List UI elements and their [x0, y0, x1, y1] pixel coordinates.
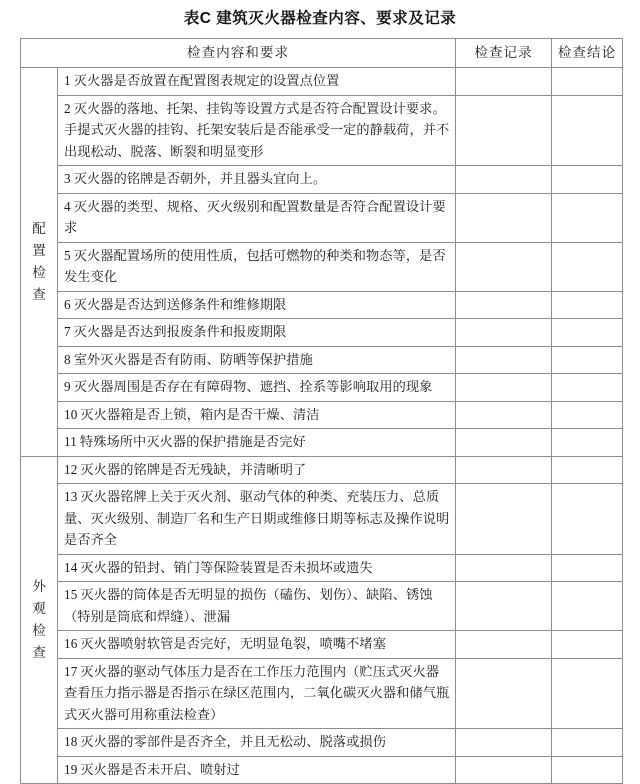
column-header-content: 检查内容和要求	[21, 39, 456, 68]
item-number: 1	[64, 73, 71, 88]
conclusion-cell-6[interactable]	[552, 291, 623, 319]
inspection-item-14	[58, 554, 456, 582]
conclusion-cell-10[interactable]	[552, 401, 623, 429]
group-label-char: 配	[32, 220, 46, 236]
record-cell-11[interactable]	[456, 429, 552, 457]
inspection-item-10	[58, 401, 456, 429]
item-text: 室外灭火器是否有防雨、防晒等保护措施	[73, 351, 313, 367]
record-cell-16[interactable]	[456, 631, 552, 659]
item-number: 11	[64, 434, 77, 449]
record-cell-12[interactable]	[456, 456, 552, 484]
record-cell-17[interactable]	[456, 658, 552, 729]
record-cell-8[interactable]	[456, 346, 552, 374]
conclusion-cell-17[interactable]	[552, 658, 623, 729]
item-number: 10	[64, 406, 78, 422]
conclusion-cell-18[interactable]	[552, 729, 623, 757]
item-text: 灭火器铭牌上关于灭火剂、驱动气体的种类、充装压力、总质量、灭火级别、制造厂名和生产日期或维修日期等标志及操作说明是否齐全	[64, 489, 450, 547]
conclusion-cell-19[interactable]	[552, 756, 623, 784]
item-number: 7	[64, 324, 71, 339]
table-row	[21, 242, 623, 291]
table-row	[21, 68, 623, 96]
table-body	[21, 39, 623, 784]
inspection-item-18	[58, 729, 456, 757]
group-label-char: 查	[32, 286, 46, 302]
item-number: 3	[64, 171, 71, 186]
item-number: 17	[64, 663, 78, 679]
conclusion-cell-9[interactable]	[552, 374, 623, 402]
table-row	[21, 166, 623, 194]
record-cell-6[interactable]	[456, 291, 552, 319]
record-cell-15[interactable]	[456, 582, 552, 631]
conclusion-cell-13[interactable]	[552, 484, 623, 555]
item-number: 15	[64, 587, 78, 602]
record-cell-2[interactable]	[456, 95, 552, 166]
conclusion-cell-3[interactable]	[552, 166, 623, 194]
inspection-table	[20, 38, 623, 784]
inspection-item-3	[58, 166, 456, 194]
item-text: 灭火器的铭牌是否无残缺，并清晰明了	[80, 461, 307, 477]
item-text: 灭火器的类型、规格、灭火级别和配置数量是否符合配置设计要求	[64, 198, 446, 235]
item-text: 灭火器的铅封、销门等保险装置是否未损坏或遗失	[80, 559, 373, 575]
conclusion-cell-7[interactable]	[552, 319, 623, 347]
record-cell-13[interactable]	[456, 484, 552, 555]
conclusion-cell-4[interactable]	[552, 193, 623, 242]
inspection-item-13	[58, 484, 456, 555]
item-number: 12	[64, 461, 78, 477]
record-cell-3[interactable]	[456, 166, 552, 194]
item-number: 16	[64, 636, 78, 651]
inspection-item-7	[58, 319, 456, 347]
item-number: 8	[64, 351, 71, 367]
item-number: 18	[64, 734, 78, 749]
table-row	[21, 401, 623, 429]
group-label-1	[21, 68, 58, 457]
inspection-item-11	[58, 429, 456, 457]
group-label-char: 外	[32, 578, 46, 594]
page-title: 表C 建筑灭火器检查内容、要求及记录	[183, 10, 457, 27]
inspection-item-4	[58, 193, 456, 242]
table-row	[21, 346, 623, 374]
inspection-item-15	[58, 582, 456, 631]
item-text: 灭火器的零部件是否齐全，并且无松动、脱落或损伤	[80, 734, 387, 749]
table-row	[21, 554, 623, 582]
item-number: 2	[64, 100, 71, 116]
item-text: 灭火器的铭牌是否朝外，并且器头宜向上。	[73, 171, 327, 186]
item-number: 9	[64, 379, 71, 394]
group-label-char: 查	[32, 644, 46, 660]
group-label-char: 检	[32, 264, 46, 280]
table-row	[21, 631, 623, 659]
record-cell-18[interactable]	[456, 729, 552, 757]
inspection-item-8	[58, 346, 456, 374]
item-text: 灭火器是否放置在配置图表规定的设置点位置	[73, 73, 340, 88]
table-row	[21, 729, 623, 757]
table-header-row	[21, 39, 623, 68]
conclusion-cell-1[interactable]	[552, 68, 623, 96]
item-text: 灭火器的落地、托架、挂钩等设置方式是否符合配置设计要求。手提式灭火器的挂钩、托架安装后是否能承受一定的静载荷，并不出现松动、脱落、断裂和明显变形	[64, 100, 450, 159]
inspection-item-2	[58, 95, 456, 166]
group-label-char: 检	[32, 622, 46, 638]
inspection-item-9	[58, 374, 456, 402]
item-number: 5	[64, 247, 71, 263]
table-row	[21, 193, 623, 242]
conclusion-cell-15[interactable]	[552, 582, 623, 631]
table-row	[21, 429, 623, 457]
item-number: 13	[64, 489, 78, 504]
item-number: 6	[64, 296, 71, 312]
table-row	[21, 291, 623, 319]
group-label-char: 观	[32, 600, 46, 616]
group-label-char: 置	[32, 242, 46, 258]
record-cell-1[interactable]	[456, 68, 552, 96]
column-header-record: 检查记录	[456, 39, 552, 68]
table-row	[21, 756, 623, 784]
inspection-item-5	[58, 242, 456, 291]
item-text: 灭火器是否未开启、喷射过	[80, 761, 240, 777]
record-cell-19[interactable]	[456, 756, 552, 784]
record-cell-9[interactable]	[456, 374, 552, 402]
item-number: 4	[64, 198, 71, 214]
table-row	[21, 374, 623, 402]
table-row	[21, 95, 623, 166]
inspection-item-6	[58, 291, 456, 319]
table-row	[21, 484, 623, 555]
item-text: 灭火器的筒体是否无明显的损伤（磕伤、划伤）、缺陷、锈蚀（特别是筒底和焊缝）、泄漏	[64, 587, 433, 624]
item-text: 特殊场所中灭火器的保护措施是否完好	[79, 434, 306, 449]
conclusion-cell-16[interactable]	[552, 631, 623, 659]
inspection-item-12	[58, 456, 456, 484]
inspection-table-container	[20, 38, 622, 784]
inspection-item-19	[58, 756, 456, 784]
table-row	[21, 319, 623, 347]
item-text: 灭火器配置场所的使用性质，包括可燃物的种类和物态等，是否发生变化	[64, 247, 446, 284]
item-text: 灭火器是否达到送修条件和维修期限	[73, 296, 287, 312]
item-number: 14	[64, 559, 78, 575]
item-text: 灭火器的驱动气体压力是否在工作压力范围内（贮压式灭火器查看压力指示器是否指示在绿区范围内，二氧化碳灭火器和储气瓶式灭火器可用称重法检查）	[64, 663, 450, 722]
record-cell-7[interactable]	[456, 319, 552, 347]
item-number: 19	[64, 761, 78, 777]
conclusion-cell-11[interactable]	[552, 429, 623, 457]
inspection-item-1	[58, 68, 456, 96]
conclusion-cell-2[interactable]	[552, 95, 623, 166]
column-header-conclusion: 检查结论	[552, 39, 623, 68]
record-cell-14[interactable]	[456, 554, 552, 582]
conclusion-cell-5[interactable]	[552, 242, 623, 291]
item-text: 灭火器喷射软管是否完好，无明显龟裂，喷嘴不堵塞	[80, 636, 387, 651]
item-text: 灭火器周围是否存在有障碍物、遮挡、拴系等影响取用的现象	[73, 379, 433, 394]
record-cell-10[interactable]	[456, 401, 552, 429]
table-row	[21, 456, 623, 484]
group-label-2	[21, 456, 58, 784]
conclusion-cell-14[interactable]	[552, 554, 623, 582]
inspection-item-16	[58, 631, 456, 659]
record-cell-5[interactable]	[456, 242, 552, 291]
table-row	[21, 582, 623, 631]
item-text: 灭火器箱是否上锁，箱内是否干燥、清洁	[80, 406, 320, 422]
record-cell-4[interactable]	[456, 193, 552, 242]
item-text: 灭火器是否达到报废条件和报废期限	[73, 324, 287, 339]
table-row	[21, 658, 623, 729]
conclusion-cell-8[interactable]	[552, 346, 623, 374]
inspection-item-17	[58, 658, 456, 729]
conclusion-cell-12[interactable]	[552, 456, 623, 484]
